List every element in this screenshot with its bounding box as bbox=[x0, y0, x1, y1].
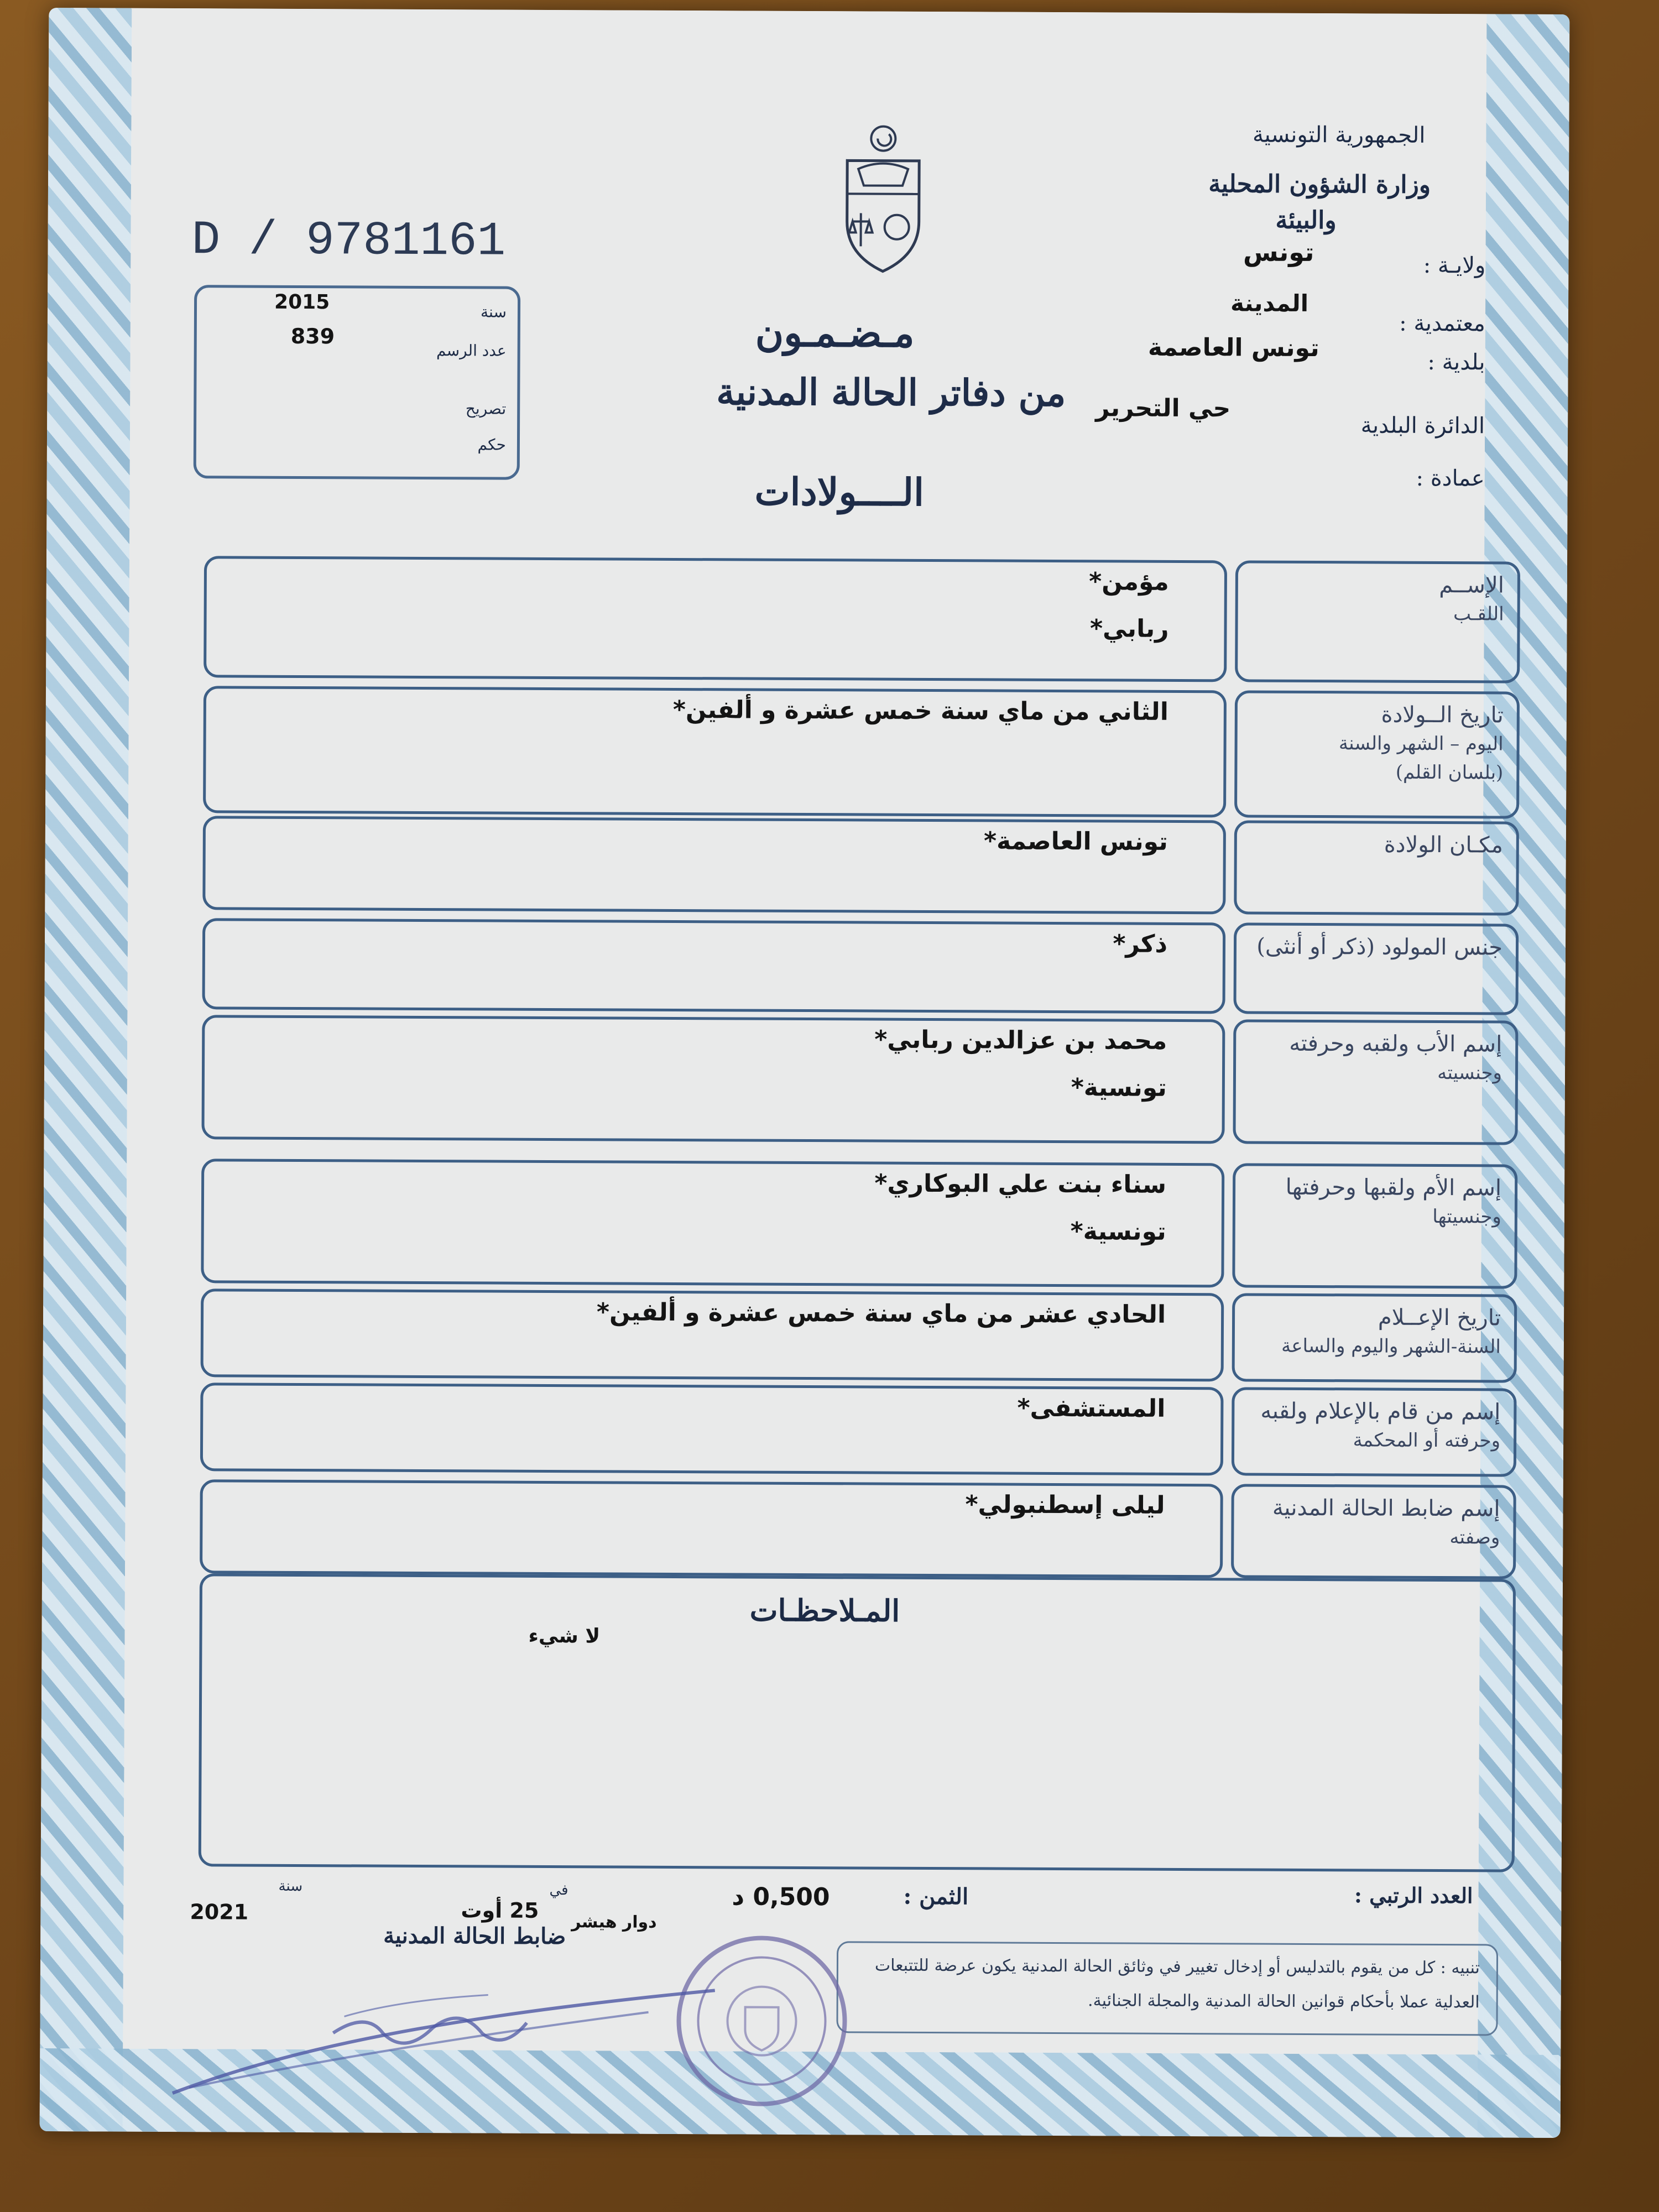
officer-signature bbox=[150, 1949, 732, 2118]
field-value: تونس العاصمة* bbox=[983, 827, 1168, 856]
tunisia-coat-of-arms-icon bbox=[836, 122, 930, 277]
title-births: الــــولادات bbox=[754, 469, 925, 515]
field-value-box bbox=[202, 816, 1226, 914]
legal-notice-text: تنبيه : كل من يقوم بالتدليس أو إدخال تغيير في وثائق الحالة المدنية يكون عرضة للتتبعات العدلية عملا بأحكام قوانين الحالة المدنية والمجلة الجنائية. bbox=[874, 1955, 1480, 2012]
field-value: مؤمن* bbox=[1089, 567, 1169, 596]
field-value: محمد بن عزالدين ربابي* bbox=[874, 1025, 1167, 1055]
field-value: ذكر* bbox=[1113, 930, 1168, 958]
field-value-box bbox=[200, 1383, 1224, 1475]
field-label: اللقـب bbox=[1453, 603, 1504, 625]
footer-date: 25 أوت bbox=[461, 1898, 539, 1923]
footer-place: دوار هيشر bbox=[571, 1912, 657, 1932]
field-value-box bbox=[201, 1015, 1225, 1144]
document-sheet bbox=[40, 8, 1570, 2138]
field-label: السنة-الشهر واليوم والساعة bbox=[1281, 1334, 1501, 1358]
field-label: إسم الأب ولقبه وحرفته bbox=[1289, 1030, 1503, 1057]
security-border-left bbox=[40, 8, 132, 2132]
field-label: إسم من قام بالإعلام ولقبه bbox=[1260, 1398, 1501, 1425]
republic-label: الجمهورية التونسية bbox=[1252, 122, 1426, 148]
title-registers: من دفاتر الحالة المدنية bbox=[716, 370, 1066, 415]
field-value: الحادي عشر من ماي سنة خمس عشرة و ألفين* bbox=[596, 1298, 1166, 1329]
remarks-value: لا شيء bbox=[528, 1624, 601, 1648]
field-label-box bbox=[1234, 820, 1519, 915]
field-value: الثاني من ماي سنة خمس عشرة و ألفين* bbox=[672, 695, 1168, 726]
footer-price-value: 0,500 د bbox=[732, 1882, 830, 1912]
field-value: تونسية* bbox=[1071, 1073, 1167, 1102]
field-label: (بلسان القلم) bbox=[1395, 761, 1504, 784]
field-value: المستشفى* bbox=[1017, 1394, 1166, 1423]
daira-value: حي التحرير bbox=[1095, 394, 1231, 423]
baladia-value: تونس العاصمة bbox=[1147, 333, 1319, 363]
footer-price-label: الثمن : bbox=[903, 1883, 969, 1910]
field-label: وجنسيتها bbox=[1432, 1205, 1501, 1228]
field-value-box bbox=[201, 1288, 1224, 1381]
field-label: تاريخ الــولادة bbox=[1381, 702, 1504, 728]
reg-year-value: 2015 bbox=[274, 290, 330, 314]
field-label: تاريخ الإعــلام bbox=[1378, 1305, 1501, 1331]
field-value-box bbox=[202, 918, 1225, 1014]
footer-year-value: 2021 bbox=[190, 1900, 249, 1924]
field-value: تونسية* bbox=[1070, 1217, 1166, 1246]
field-value-box bbox=[200, 1479, 1223, 1578]
field-label-box bbox=[1235, 560, 1520, 683]
reg-number-label: عدد الرسم bbox=[436, 341, 507, 360]
footer-year-label: سنة bbox=[278, 1877, 303, 1895]
field-label: إسم ضابط الحالة المدنية bbox=[1272, 1495, 1500, 1522]
baladia-label: بلدية : bbox=[1427, 349, 1485, 375]
wilaya-value: تونس bbox=[1243, 237, 1314, 268]
field-label: وحرفته أو المحكمة bbox=[1353, 1429, 1501, 1452]
document-body bbox=[123, 8, 1504, 2055]
field-label-box bbox=[1232, 1293, 1517, 1383]
field-label-box bbox=[1233, 1019, 1518, 1145]
omada-label: عمادة : bbox=[1416, 465, 1485, 492]
reg-judgment-label: حكم bbox=[477, 435, 507, 454]
motamadia-label: معتمدية : bbox=[1399, 310, 1486, 337]
legal-notice-box bbox=[836, 1941, 1498, 2036]
field-value-box bbox=[201, 1159, 1224, 1287]
title-extract: مـضـمـون bbox=[755, 309, 915, 356]
field-value: سناء بنت علي البوكاري* bbox=[874, 1169, 1167, 1199]
remarks-title: المـلاحظـات bbox=[749, 1592, 900, 1629]
serial-number: D / 9781161 bbox=[191, 213, 506, 269]
field-label: اليوم – الشهر والسنة bbox=[1338, 732, 1504, 755]
field-label-box bbox=[1231, 1484, 1516, 1579]
field-label-box bbox=[1232, 1387, 1517, 1477]
reg-number-value: 839 bbox=[290, 324, 335, 349]
field-label: وجنسيته bbox=[1437, 1061, 1503, 1084]
footer-officer: ضابط الحالة المدنية bbox=[383, 1922, 566, 1950]
field-value-box bbox=[203, 686, 1227, 817]
wilaya-label: ولايـة : bbox=[1423, 252, 1486, 279]
footer-in-label: في bbox=[549, 1882, 568, 1899]
registration-box bbox=[194, 285, 521, 480]
remarks-box bbox=[199, 1573, 1516, 1872]
field-label-box bbox=[1233, 922, 1519, 1015]
field-label: وصفته bbox=[1449, 1526, 1500, 1549]
field-label-box bbox=[1232, 1163, 1517, 1288]
reg-year-label: سنة bbox=[481, 302, 507, 321]
field-value-box bbox=[204, 556, 1227, 682]
ministry-line2: والبيئة bbox=[1275, 206, 1337, 235]
field-label: مكـان الولادة bbox=[1384, 832, 1503, 858]
motamadia-value: المدينة bbox=[1230, 289, 1309, 317]
ministry-line1: وزارة الشؤون المحلية bbox=[1208, 170, 1431, 199]
daira-label: الدائرة البلدية bbox=[1360, 413, 1485, 439]
field-value: ليلى إسطنبولي* bbox=[965, 1490, 1165, 1520]
field-label: جنس المولود (ذكر أو أنثى) bbox=[1256, 933, 1503, 961]
field-value: ربابي* bbox=[1089, 614, 1169, 643]
field-label: إسم الأم ولقبها وحرفتها bbox=[1285, 1174, 1502, 1201]
field-label: الإســم bbox=[1439, 572, 1504, 598]
reg-declaration-label: تصريح bbox=[465, 399, 507, 418]
field-label-box bbox=[1234, 690, 1520, 818]
footer-serial-label: العدد الرتبي : bbox=[1354, 1882, 1473, 1908]
